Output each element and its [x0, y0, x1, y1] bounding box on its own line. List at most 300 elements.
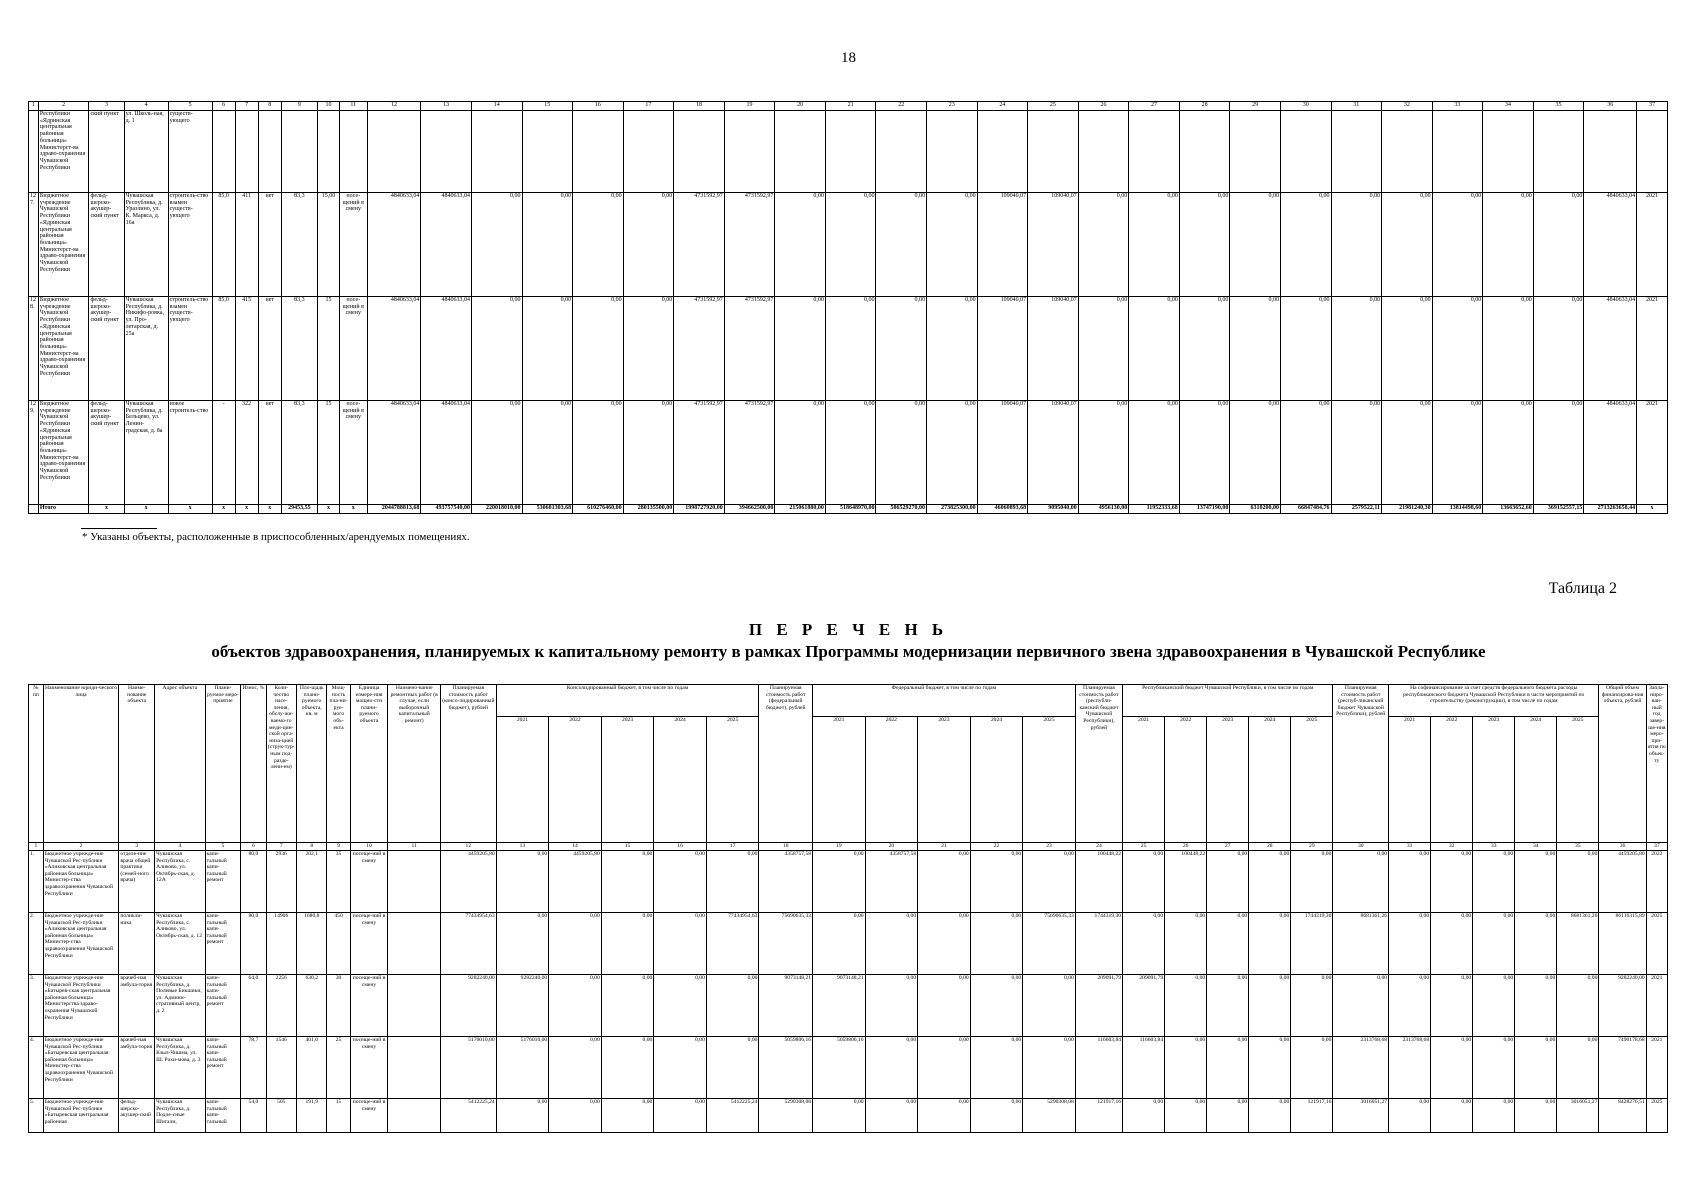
- table-cell: Бюджетное учреждение Чувашской Республики «Ядринская центральная районная больница» Министерст-ва здраво-охранения Чувашской Республики: [38, 297, 89, 401]
- table-cell: 0,00: [1165, 975, 1207, 1037]
- table-cell: 30: [327, 975, 350, 1037]
- table-cell: посеще-ний в смену: [350, 1037, 388, 1099]
- table-cell: 0,00: [1280, 401, 1331, 505]
- table-cell: 0,00: [522, 401, 573, 505]
- column-number: 31: [1389, 843, 1431, 851]
- table-cell: 4840633,04: [367, 401, 421, 505]
- table-cell: 209091,79: [1123, 975, 1165, 1037]
- table-row: [29, 975, 1668, 1037]
- column-number: 10: [318, 102, 340, 111]
- table-cell: 0,00: [1249, 1037, 1291, 1099]
- table-cell: 4840633,04: [1584, 193, 1637, 297]
- table-cell: 0,00: [775, 297, 826, 401]
- column-number: 22: [970, 843, 1023, 851]
- total-cell: х: [340, 505, 367, 514]
- table-cell: 116603,84: [1123, 1037, 1165, 1099]
- table-cell: 0,00: [1483, 193, 1534, 297]
- table-cell: 0,00: [496, 851, 549, 913]
- column-header: Наимено-вание ремонтных работ (в случае, если выборочный капитальный ремонт): [388, 685, 441, 843]
- table-label: Таблица 2: [1548, 580, 1617, 597]
- table-cell: [421, 111, 472, 193]
- table-cell: [522, 111, 573, 193]
- table-cell: [1078, 111, 1129, 193]
- total-cell: х: [168, 505, 212, 514]
- table-cell: 4731592,97: [674, 297, 725, 401]
- column-number: 8: [258, 102, 281, 111]
- table-cell: 630,2: [297, 975, 327, 1037]
- table-cell: [388, 975, 441, 1037]
- table-cell: 191,9: [297, 1099, 327, 1133]
- table-cell: 2936: [266, 851, 296, 913]
- table-cell: 1744319,30: [1291, 913, 1333, 975]
- column-number: 16: [654, 843, 707, 851]
- table-cell: 85,0: [212, 193, 235, 297]
- table-cell: 109040,07: [1028, 401, 1079, 505]
- year-header: 2025: [1023, 717, 1076, 843]
- table-cell: 9282240,00: [440, 975, 496, 1037]
- total-cell: 13663652,60: [1483, 505, 1534, 514]
- table-cell: 4459205,80: [440, 851, 496, 913]
- table-cell: 0,00: [1432, 297, 1483, 401]
- total-cell: х: [235, 505, 258, 514]
- table-cell: [388, 1099, 441, 1133]
- table-cell: 0,00: [1249, 975, 1291, 1037]
- table-cell: 0,00: [1473, 851, 1515, 913]
- total-cell: 66847484,76: [1280, 505, 1331, 514]
- table-cell: 0,00: [522, 297, 573, 401]
- table-cell: [1179, 111, 1230, 193]
- table-cell: 4840633,04: [367, 297, 421, 401]
- column-number: 10: [350, 843, 388, 851]
- year-header: 2021: [1389, 717, 1431, 843]
- column-number: 23: [927, 102, 978, 111]
- year-header: 2025: [706, 717, 759, 843]
- total-cell: 273825300,00: [927, 505, 978, 514]
- table-cell: 0,00: [1123, 851, 1165, 913]
- table-cell: 3016051,27: [1557, 1099, 1599, 1133]
- column-number: 20: [865, 843, 918, 851]
- table-cell: 0,00: [1533, 401, 1584, 505]
- column-number: 33: [1473, 843, 1515, 851]
- table-cell: 2021: [1637, 297, 1668, 401]
- table-cell: 0,00: [549, 975, 602, 1037]
- table-cell: Бюджетное учрежде-ние Чувашской Рес-публики «Батыревская центральная районная больница» Министер-ства здравоохранения Чувашской Республики: [43, 1037, 119, 1099]
- table-cell: 2021: [1646, 1037, 1667, 1099]
- table-cell: 5059806,16: [813, 1037, 866, 1099]
- year-header: 2025: [1291, 717, 1333, 843]
- table-cell: 3.: [29, 975, 44, 1037]
- table-cell: 0,00: [1123, 1099, 1165, 1133]
- column-number: 32: [1431, 843, 1473, 851]
- table-cell: 15,00: [318, 193, 340, 297]
- table-cell: 0,00: [623, 401, 674, 505]
- table-cell: [258, 111, 281, 193]
- table-cell: 0,00: [471, 193, 522, 297]
- table-cell: [977, 111, 1028, 193]
- column-header: Плани-руемое меро-приятие: [205, 685, 241, 843]
- table-cell: 5412225,24: [706, 1099, 759, 1133]
- table-cell: 209091,79: [1075, 975, 1122, 1037]
- table-cell: 0,00: [876, 193, 927, 297]
- table-cell: 0,00: [1331, 193, 1382, 297]
- table-cell: 0,00: [1179, 193, 1230, 297]
- table-cell: 0,00: [1078, 193, 1129, 297]
- column-number: 37: [1637, 102, 1668, 111]
- table-row: [29, 401, 1668, 505]
- table-cell: 2022: [1646, 851, 1667, 913]
- header-row: [29, 685, 1668, 717]
- column-number: 37: [1646, 843, 1667, 851]
- table-cell: 5290308,08: [1023, 1099, 1076, 1133]
- table-cell: 9282240,00: [496, 975, 549, 1037]
- table-cell: 0,00: [1207, 975, 1249, 1037]
- table-cell: [471, 111, 522, 193]
- page-number: 18: [841, 50, 856, 66]
- table-cell: 0,00: [1557, 851, 1599, 913]
- total-cell: 518648970,00: [825, 505, 876, 514]
- table-cell: [1028, 111, 1079, 193]
- table-cell: 0,00: [1207, 1037, 1249, 1099]
- table-cell: 0,00: [1533, 297, 1584, 401]
- table-cell: 0,00: [970, 851, 1023, 913]
- table-row: [29, 1037, 1668, 1099]
- column-number: 9: [281, 102, 317, 111]
- table-row: [29, 1099, 1668, 1133]
- table-cell: 0,00: [1431, 851, 1473, 913]
- total-cell: 280135500,00: [623, 505, 674, 514]
- table-cell: 4731592,97: [674, 401, 725, 505]
- year-header: 2021: [813, 717, 866, 843]
- year-header: 2021: [496, 717, 549, 843]
- table-cell: [281, 111, 317, 193]
- column-header: Общий объем финансирова-ния объекта, рублей: [1599, 685, 1646, 843]
- table-cell: капи-тальный капи-тальный ремонт: [205, 851, 241, 913]
- column-number: 19: [724, 102, 775, 111]
- table-cell: 5059806,16: [759, 1037, 813, 1099]
- column-header: На софинансирование за счет средств федерального бюджета расходы республиканского бюджета Чувашской Республики в части мероприятий по строительству (реконструкции), в том числе по годам: [1389, 685, 1599, 717]
- table-cell: 54,0: [241, 1099, 266, 1133]
- table-cell: Чувашская Республика, д. Подле-сные Шигали,: [155, 1099, 205, 1133]
- table-cell: 4731592,97: [674, 193, 725, 297]
- table-cell: 3016051,27: [1333, 1099, 1389, 1133]
- column-number: 17: [623, 102, 674, 111]
- year-header: 2025: [1557, 717, 1599, 843]
- table-cell: 0,00: [1331, 297, 1382, 401]
- table-cell: 0,00: [522, 193, 573, 297]
- table-cell: [825, 111, 876, 193]
- table-cell: Чувашская Республика, с. Аликово, ул. Октябрь-ская, д. 12: [155, 913, 205, 975]
- table-cell: 0,00: [1431, 913, 1473, 975]
- column-number: 29: [1291, 843, 1333, 851]
- year-header: 2023: [1473, 717, 1515, 843]
- table-cell: 401,0: [297, 1037, 327, 1099]
- table-cell: 0,00: [813, 913, 866, 975]
- table-cell: Чувашская Республика, д. Полевые Бикшики, ул. Админи-стративный центр, д. 2: [155, 975, 205, 1037]
- total-cell: 610276460,00: [573, 505, 624, 514]
- column-number: 4: [124, 102, 168, 111]
- column-number: 33: [1432, 102, 1483, 111]
- table-cell: 0,00: [623, 297, 674, 401]
- table-cell: 0,00: [1129, 193, 1180, 297]
- total-cell: 530601303,68: [522, 505, 573, 514]
- column-number: 7: [235, 102, 258, 111]
- table-cell: 0,00: [549, 1037, 602, 1099]
- table-cell: 0,00: [1023, 851, 1076, 913]
- column-number: 34: [1515, 843, 1557, 851]
- table-cell: 0,00: [1179, 297, 1230, 401]
- total-cell: [29, 505, 39, 514]
- total-cell: х: [124, 505, 168, 514]
- column-header: Единица измере-ния мощно-сти плани-руемого объекта: [350, 685, 388, 843]
- column-header: Наименование юриди-ческого лица: [43, 685, 119, 843]
- table-cell: [1483, 111, 1534, 193]
- table-cell: 109040,07: [977, 297, 1028, 401]
- table-cell: 0,00: [865, 913, 918, 975]
- table-cell: 15: [318, 401, 340, 505]
- table-cell: 129.: [29, 401, 39, 505]
- table-cell: 0,00: [623, 193, 674, 297]
- year-header: 2023: [918, 717, 971, 843]
- table-cell: 0,00: [654, 975, 707, 1037]
- column-number: 9: [327, 843, 350, 851]
- table-cell: 83,3: [281, 193, 317, 297]
- table-cell: 78,7: [241, 1037, 266, 1099]
- table-cell: 0,00: [1280, 193, 1331, 297]
- total-cell: 4956130,00: [1078, 505, 1129, 514]
- column-header: Мощ-ность пла-ни-руе-мого объ-екта: [327, 685, 350, 843]
- table-cell: 5290308,08: [759, 1099, 813, 1133]
- table-cell: 9282240,00: [1599, 975, 1646, 1037]
- table-cell: 121917,16: [1075, 1099, 1122, 1133]
- table-cell: 4840633,04: [1584, 401, 1637, 505]
- year-header: 2021: [1123, 717, 1165, 843]
- total-cell: 29453,55: [281, 505, 317, 514]
- table-cell: 0,00: [601, 975, 654, 1037]
- table-cell: 15: [327, 1099, 350, 1133]
- table-cell: 4731592,97: [724, 193, 775, 297]
- table-cell: 0,00: [876, 297, 927, 401]
- table-cell: 0,00: [1230, 193, 1281, 297]
- table-cell: [724, 111, 775, 193]
- table-cell: 4731592,97: [724, 297, 775, 401]
- table-cell: 0,00: [1165, 1037, 1207, 1099]
- table-cell: 0,00: [1333, 851, 1389, 913]
- table-cell: нет: [258, 401, 281, 505]
- table-cell: 0,00: [1207, 1099, 1249, 1133]
- column-header: Планируемая стоимость работ (федеральный бюджет), рублей: [759, 685, 813, 843]
- column-number: 35: [1557, 843, 1599, 851]
- table-cell: 0,00: [601, 1037, 654, 1099]
- total-cell: 586529270,00: [876, 505, 927, 514]
- table-cell: ул. Школь-ная, д. 1: [124, 111, 168, 193]
- table-cell: 0,00: [1533, 193, 1584, 297]
- year-header: 2023: [1207, 717, 1249, 843]
- table-cell: посеще-ний в смену: [350, 913, 388, 975]
- table-cell: 5176010,00: [440, 1037, 496, 1099]
- column-number: 1: [29, 102, 39, 111]
- table-cell: 0,00: [918, 851, 971, 913]
- table-cell: 75690635,33: [1023, 913, 1076, 975]
- table-cell: 2.: [29, 913, 44, 975]
- table-cell: 0,00: [927, 401, 978, 505]
- table-cell: 0,00: [927, 193, 978, 297]
- table-cell: 85,0: [212, 297, 235, 401]
- document-title: П Е Р Е Ч Е Н Ь: [748, 620, 949, 639]
- table-cell: фельд-шерско-акушер-ский пункт: [89, 297, 124, 401]
- table-cell: 0,00: [496, 913, 549, 975]
- table-cell: 0,00: [865, 1037, 918, 1099]
- column-number: 24: [1075, 843, 1122, 851]
- table-cell: 0,00: [970, 1099, 1023, 1133]
- column-number: 21: [825, 102, 876, 111]
- column-number: 14: [471, 102, 522, 111]
- year-header: 2024: [1515, 717, 1557, 843]
- column-number: 32: [1382, 102, 1433, 111]
- table-cell: [340, 111, 367, 193]
- table-cell: 0,00: [601, 913, 654, 975]
- column-number: 34: [1483, 102, 1534, 111]
- table-cell: 0,00: [1230, 297, 1281, 401]
- total-cell: 13747190,00: [1179, 505, 1230, 514]
- column-number: 29: [1230, 102, 1281, 111]
- total-cell: 1998727920,00: [674, 505, 725, 514]
- column-number: 26: [1165, 843, 1207, 851]
- column-number: 6: [241, 843, 266, 851]
- table-cell: 4840633,04: [421, 297, 472, 401]
- table-cell: 415: [235, 297, 258, 401]
- column-number: 1: [29, 843, 44, 851]
- column-number: 14: [549, 843, 602, 851]
- table-cell: 0,00: [496, 1099, 549, 1133]
- column-number: 31: [1331, 102, 1382, 111]
- table-cell: Чувашская Республика, д. Кзыл-Чишма, ул. Ш. Рахи-мова, д. 3: [155, 1037, 205, 1099]
- table-cell: посеще-ний в смену: [350, 975, 388, 1037]
- table-cell: 0,00: [775, 193, 826, 297]
- table-cell: [876, 111, 927, 193]
- table-cell: фельд-шерско-акушер-ский: [119, 1099, 155, 1133]
- table-cell: 0,00: [1129, 401, 1180, 505]
- column-number: 19: [813, 843, 866, 851]
- table-cell: 0,00: [549, 1099, 602, 1133]
- year-header: 2023: [601, 717, 654, 843]
- table-cell: 1680,8: [297, 913, 327, 975]
- table-cell: 0,00: [825, 193, 876, 297]
- column-number: 2: [43, 843, 119, 851]
- total-cell: х: [318, 505, 340, 514]
- table-cell: 2021: [1646, 975, 1667, 1037]
- table-cell: 86116315,89: [1599, 913, 1646, 975]
- table-cell: [388, 851, 441, 913]
- table-cell: 4731592,97: [724, 401, 775, 505]
- table-cell: ский пункт: [89, 111, 124, 193]
- table-cell: 0,00: [1432, 193, 1483, 297]
- table-cell: 0,00: [471, 401, 522, 505]
- table-cell: фельд-шерско-акушер-ский пункт: [89, 401, 124, 505]
- table-cell: 0,00: [927, 297, 978, 401]
- table-cell: 0,00: [1557, 975, 1599, 1037]
- table-cell: 5412225,24: [440, 1099, 496, 1133]
- table-cell: 0,00: [1123, 913, 1165, 975]
- column-number: 15: [522, 102, 573, 111]
- table-cell: посеще-ний в смену: [350, 1099, 388, 1133]
- table-cell: 0,00: [1333, 975, 1389, 1037]
- table-cell: капи-тальный капи-тальный ремонт: [205, 975, 241, 1037]
- table-cell: 35: [327, 851, 350, 913]
- table-cell: 0,00: [573, 297, 624, 401]
- table-cell: 450: [327, 913, 350, 975]
- total-cell: 215061880,00: [775, 505, 826, 514]
- table-cell: 4840633,04: [367, 193, 421, 297]
- table-cell: Чувашская Республика, д. Бельцево, ул. Ленин-градская, д. 8а: [124, 401, 168, 505]
- total-row: [29, 505, 1668, 514]
- table-cell: 0,00: [1389, 975, 1431, 1037]
- column-header: Наиме-нование объекта: [119, 685, 155, 843]
- table-cell: 0,00: [1432, 401, 1483, 505]
- table-cell: 202,1: [297, 851, 327, 913]
- column-header: Планируемая стоимость работ (респуб-ликанский бюджет Чувашской Республики), рублей: [1333, 685, 1389, 843]
- table-cell: 2313768,68: [1389, 1037, 1431, 1099]
- table-cell: [1331, 111, 1382, 193]
- repair-objects-table: [28, 684, 1668, 1133]
- table-cell: 0,00: [1389, 913, 1431, 975]
- table-cell: 0,00: [1473, 1099, 1515, 1133]
- total-cell: 13814498,60: [1432, 505, 1483, 514]
- table-cell: 0,00: [970, 1037, 1023, 1099]
- table-cell: 5176010,00: [496, 1037, 549, 1099]
- total-cell: х: [1637, 505, 1668, 514]
- table-cell: 0,00: [918, 975, 971, 1037]
- table-cell: 2021: [1637, 401, 1668, 505]
- table-cell: 411: [235, 193, 258, 297]
- table-cell: [367, 111, 421, 193]
- table-cell: Бюджетное учреждение Чувашской Республики «Ядринская центральная районная больница» Министерст-ва здраво-охранения Чувашской Республики: [38, 401, 89, 505]
- column-number: 3: [119, 843, 155, 851]
- table-cell: 0,00: [918, 913, 971, 975]
- column-number: 7: [266, 843, 296, 851]
- table-cell: 0,00: [1331, 401, 1382, 505]
- table-cell: 116603,84: [1075, 1037, 1122, 1099]
- column-number: 11: [340, 102, 367, 111]
- table-cell: 0,00: [1249, 851, 1291, 913]
- total-cell: 2044788813,68: [367, 505, 421, 514]
- column-number: 36: [1584, 102, 1637, 111]
- table-cell: 15: [318, 297, 340, 401]
- table-cell: 8428276,51: [1599, 1099, 1646, 1133]
- column-number: 13: [421, 102, 472, 111]
- column-number: 20: [775, 102, 826, 111]
- table-cell: -: [212, 401, 235, 505]
- total-cell: х: [89, 505, 124, 514]
- table-cell: 4358757,58: [759, 851, 813, 913]
- column-number: 25: [1028, 102, 1079, 111]
- table-cell: [573, 111, 624, 193]
- column-number: 30: [1280, 102, 1331, 111]
- table-cell: Республики «Ядринская центральная районная больница» Министерст-ва здраво-охранения Чувашской Республики: [38, 111, 89, 193]
- table-cell: 1744319,30: [1075, 913, 1122, 975]
- table-cell: посе-щений в смену: [340, 193, 367, 297]
- table-cell: посе-щений в смену: [340, 401, 367, 505]
- table-cell: 0,00: [654, 851, 707, 913]
- table-cell: 0,00: [1078, 401, 1129, 505]
- table-cell: строитель-ство взамен существ-ующего: [168, 193, 212, 297]
- column-number: 18: [759, 843, 813, 851]
- table-cell: 0,00: [601, 851, 654, 913]
- column-header: Федеральный бюджет, в том числе по годам: [813, 685, 1076, 717]
- year-header: 2022: [549, 717, 602, 843]
- table-cell: 0,00: [1129, 297, 1180, 401]
- column-header: № пп: [29, 685, 44, 843]
- table-cell: 0,00: [1291, 851, 1333, 913]
